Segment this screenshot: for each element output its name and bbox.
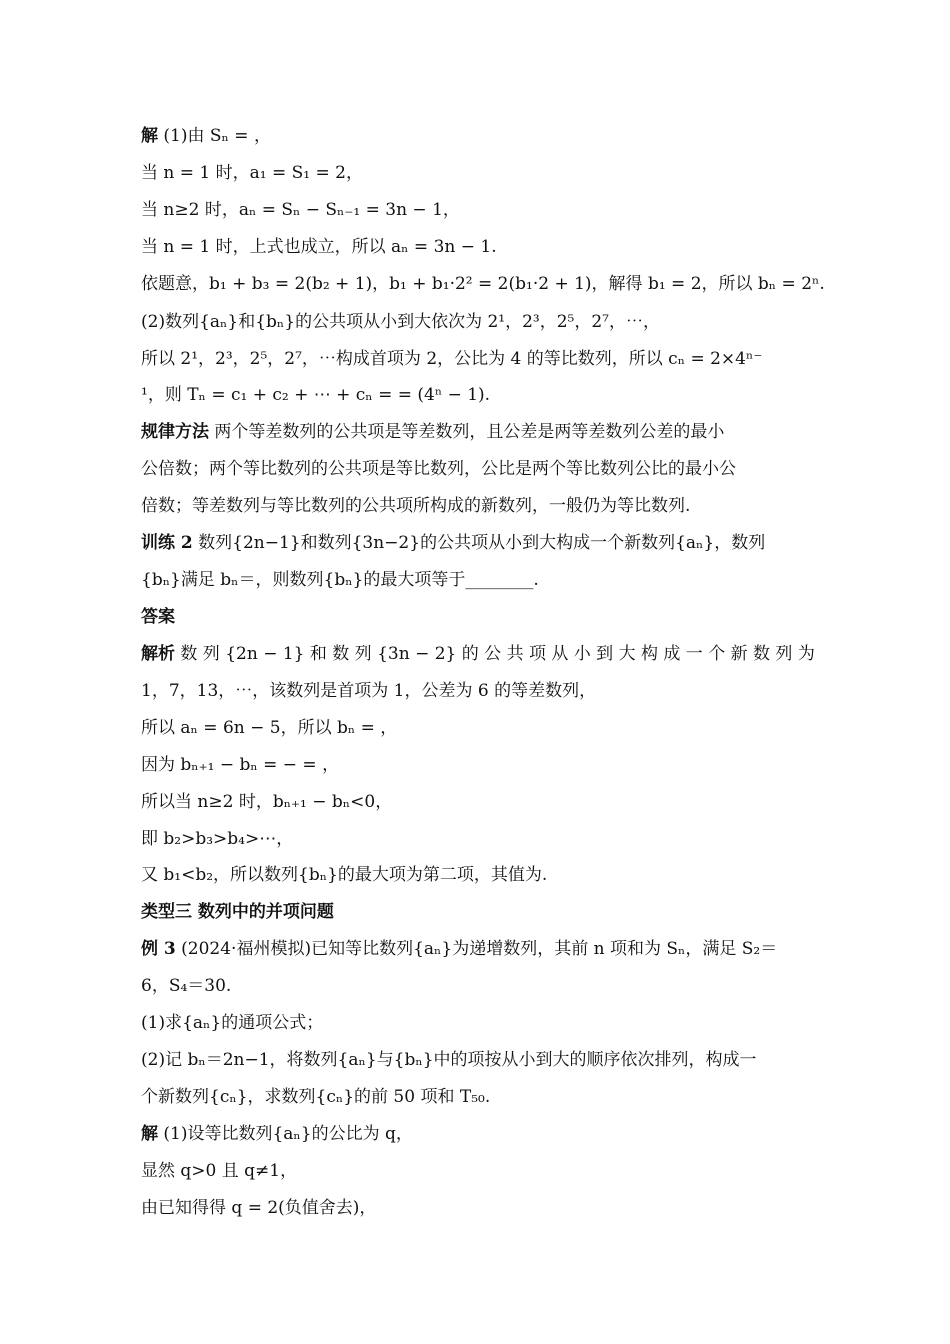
example-label: 例 3 <box>141 939 176 959</box>
line-b-derivation: 依题意，b₁ + b₃ = 2(b₂ + 1)，b₁ + b₁·2² = 2(b₁·2 + 1)，解得 b₁ = 2，所以 bₙ = 2ⁿ. <box>141 274 825 294</box>
answer-label: 答案 <box>141 607 175 627</box>
line-tn-sum: ¹，则 Tₙ = c₁ + c₂ + ⋯ + cₙ = = (4ⁿ − 1). <box>141 385 491 405</box>
line-example-3-q2-cont: 个新数列{cₙ}，求数列{cₙ}的前 50 项和 T₅₀. <box>141 1087 491 1107</box>
line-method-2: 公倍数；两个等比数列的公共项是等比数列，公比是两个等比数列公比的最小公 <box>141 459 736 479</box>
line-exercise-2: 训练 2 数列{2n−1}和数列{3n−2}的公共项从小到大构成一个新数列{aₙ}，数列 <box>141 533 766 553</box>
line-solution-1: 解 (1)由 Sₙ = ， <box>141 126 271 146</box>
line-analysis-5: 所以当 n≥2 时，bₙ₊₁ − bₙ<0， <box>141 792 393 812</box>
line-analysis-3: 所以 aₙ = 6n − 5，所以 bₙ = ， <box>141 718 398 738</box>
line-example-3-cont: 6，S₄＝30. <box>141 976 232 996</box>
line-method-1: 规律方法 两个等差数列的公共项是等差数列，且公差是两等差数列公差的最小 <box>141 422 725 442</box>
line-analysis-2: 1，7，13，⋯，该数列是首项为 1，公差为 6 的等差数列， <box>141 681 597 701</box>
line-analysis-4: 因为 bₙ₊₁ − bₙ = − = ， <box>141 755 340 775</box>
line-analysis-7: 又 b₁<b₂，所以数列{bₙ}的最大项为第二项，其值为. <box>141 865 548 885</box>
analysis-label: 解析 <box>141 644 175 664</box>
method-label: 规律方法 <box>141 422 209 442</box>
section-heading-type-3: 类型三 数列中的并项问题 <box>141 902 334 922</box>
line-part-2-common-terms: (2)数列{aₙ}和{bₙ}的公共项从小到大依次为 2¹，2³，2⁵，2⁷，⋯， <box>141 312 660 332</box>
line-example-3-q1: (1)求{aₙ}的通项公式； <box>141 1013 324 1033</box>
exercise-label: 训练 2 <box>141 533 193 553</box>
line-geometric-cn: 所以 2¹，2³，2⁵，2⁷，⋯构成首项为 2，公比为 4 的等比数列，所以 cₙ = 2×4ⁿ⁻ <box>141 349 763 369</box>
line-method-3: 倍数；等差数列与等比数列的公共项所构成的新数列，一般仍为等比数列. <box>141 496 691 516</box>
line-solution-2: 解 (1)设等比数列{aₙ}的公比为 q， <box>141 1124 413 1144</box>
line-solution-2-b: 显然 q>0 且 q≠1， <box>141 1161 298 1181</box>
line-solution-2-c: 由已知得得 q = 2(负值舍去)， <box>141 1198 377 1218</box>
line-n-equals-1: 当 n = 1 时，a₁ = S₁ = 2， <box>141 163 363 183</box>
line-analysis-6: 即 b₂>b₃>b₄>⋯， <box>141 829 294 849</box>
solution-label-2: 解 <box>141 1124 158 1144</box>
line-analysis-1: 解析 数 列 {2n − 1} 和 数 列 {3n − 2} 的 公 共 项 从 小 到 大 构 成 一 个 新 数 列 为 <box>141 644 815 664</box>
line-also-holds: 当 n = 1 时，上式也成立，所以 aₙ = 3n − 1. <box>141 237 497 257</box>
line-example-3: 例 3 (2024·福州模拟)已知等比数列{aₙ}为递增数列，其前 n 项和为 Sₙ，满足 S₂＝ <box>141 939 778 959</box>
line-example-3-q2: (2)记 bₙ＝2n−1，将数列{aₙ}与{bₙ}中的项按从小到大的顺序依次排列，构成一 <box>141 1050 757 1070</box>
line-exercise-2-cont: {bₙ}满足 bₙ＝，则数列{bₙ}的最大项等于________. <box>141 570 539 590</box>
line-answer <box>141 605 175 629</box>
solution-label: 解 <box>141 126 158 146</box>
line-n-geq-2: 当 n≥2 时，aₙ = Sₙ − Sₙ₋₁ = 3n − 1， <box>141 200 460 220</box>
